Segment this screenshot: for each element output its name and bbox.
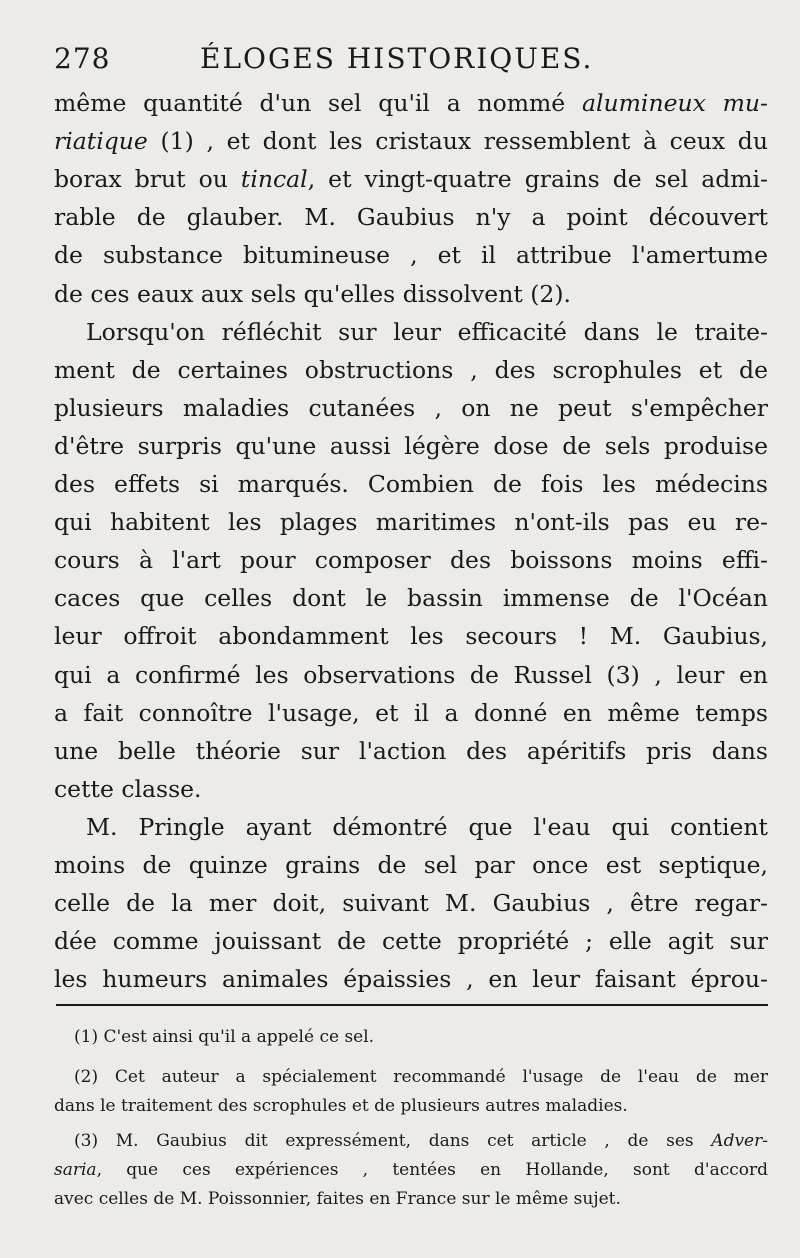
- text-line: d'être surpris qu'une aussi légère dose de sels produise: [54, 431, 768, 460]
- text-line: qui a confirmé les observations de Russel (3) , leur en: [54, 660, 768, 689]
- text-line: même quantité d'un sel qu'il a nommé alumineux mu-: [54, 89, 768, 117]
- text-line: de substance bitumineuse , et il attribue l'amertume: [54, 241, 768, 270]
- text-line: ment de certaines obstructions , des scrophules et de: [54, 355, 768, 384]
- text-line: M. Pringle ayant démontré que l'eau qui contient: [86, 812, 768, 841]
- running-title: ÉLOGES HISTORIQUES.: [200, 42, 594, 75]
- footnote-line: (3) M. Gaubius dit expressément, dans cet article , de ses Adver-: [74, 1131, 768, 1151]
- text-line: Lorsqu'on réfléchit sur leur efficacité dans le traite-: [86, 317, 768, 346]
- text-line: cours à l'art pour composer des boissons moins effi-: [54, 546, 768, 575]
- text-line: une belle théorie sur l'action des apéritifs pris dans: [54, 736, 768, 765]
- text-line: dée comme jouissant de cette propriété ; elle agit sur: [54, 927, 768, 956]
- text-line: caces que celles dont le bassin immense de l'Océan: [54, 584, 768, 613]
- page-number: 278: [54, 42, 111, 75]
- footnote-line: (1) C'est ainsi qu'il a appelé ce sel.: [74, 1027, 375, 1047]
- page-header: [48, 42, 768, 82]
- text-line: moins de quinze grains de sel par once est septique,: [54, 851, 768, 879]
- footnote-line: saria, que ces expériences , tentées en Hollande, sont d'accord: [54, 1160, 768, 1180]
- text-line: les humeurs animales épaissies , en leur faisant éprou-: [54, 965, 768, 994]
- text-line: cette classe.: [54, 774, 202, 803]
- text-line: a fait connoître l'usage, et il a donné en même temps: [54, 698, 768, 727]
- text-line: plusieurs maladies cutanées , on ne peut s'empêcher: [54, 393, 768, 422]
- text-line: borax brut ou tincal, et vingt-quatre grains de sel admi-: [54, 165, 768, 194]
- text-line: qui habitent les plages maritimes n'ont-ils pas eu re-: [54, 508, 768, 537]
- text-line: des effets si marqués. Combien de fois les médecins: [54, 470, 768, 498]
- text-line: leur offroit abondamment les secours ! M. Gaubius,: [54, 622, 768, 651]
- text-line: de ces eaux aux sels qu'elles dissolvent (2).: [54, 279, 572, 308]
- footnote-line: dans le traitement des scrophules et de plusieurs autres maladies.: [54, 1096, 628, 1116]
- text-line: celle de la mer doit, suivant M. Gaubius , être regar-: [54, 889, 768, 918]
- footnote-rule: [56, 1004, 768, 1006]
- footnote-line: avec celles de M. Poissonnier, faites en France sur le même sujet.: [54, 1189, 621, 1209]
- text-line: rable de glauber. M. Gaubius n'y a point découvert: [54, 203, 768, 232]
- text-line: riatique (1) , et dont les cristaux ressemblent à ceux du: [54, 127, 768, 156]
- footnote-line: (2) Cet auteur a spécialement recommandé l'usage de l'eau de mer: [74, 1067, 768, 1087]
